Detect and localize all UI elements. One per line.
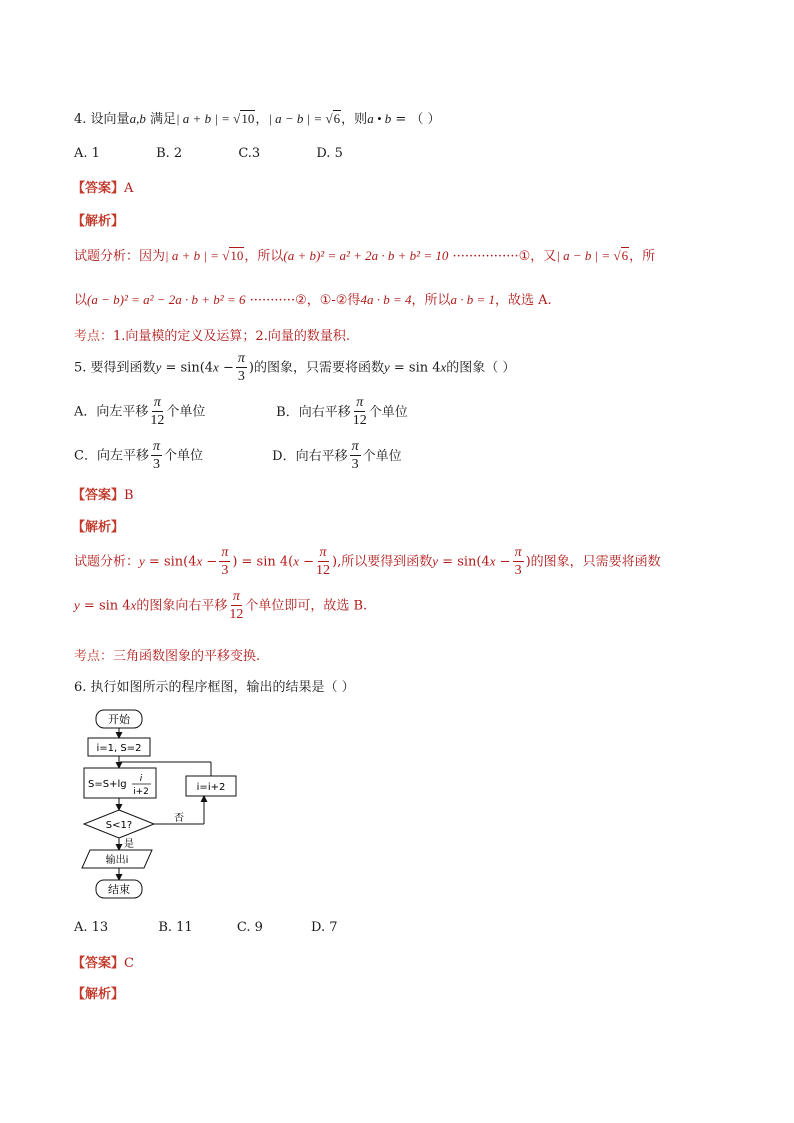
- option-d[interactable]: D. 7: [311, 920, 338, 935]
- answer-value: B: [124, 488, 134, 503]
- answer-value: C: [124, 956, 134, 971]
- answer-value: A: [124, 181, 134, 196]
- q5-stem: 5. 要得到函数y = sin(4x − $\frac{\pi}{3}$ )的图象，只需要将函数y = sin 4x的图象（ ）: [74, 351, 516, 384]
- option-b[interactable]: B. 2: [156, 146, 183, 161]
- option-c[interactable]: C. 9: [236, 920, 263, 935]
- q4-stem: 4. 设向量a,b 满足| a + b | = √10，| a − b | = √6，则a • b = （ ）: [74, 111, 441, 127]
- q4-options: [74, 146, 395, 161]
- q5-kaodian: 考点：三角函数图象的平移变换.: [74, 649, 261, 664]
- option-b[interactable]: B．向右平移 $\frac{\pi}{12}$ 个单位: [276, 395, 408, 428]
- flow-output-label: 输出i: [105, 855, 129, 866]
- flow-init-label: i=1, S=2: [96, 743, 142, 754]
- option-b[interactable]: B. 11: [158, 920, 193, 935]
- flow-yes-label: 是: [124, 839, 134, 850]
- q6-options: [74, 920, 390, 935]
- q6-answer: 【答案】C: [72, 956, 134, 971]
- q4-kaodian: 考点：1.向量模的定义及运算；2.向量的数量积.: [74, 329, 350, 344]
- option-a[interactable]: A. 1: [74, 146, 100, 161]
- q5-options-row2: [74, 440, 402, 472]
- flow-update-s-label: S=S+lg: [88, 779, 127, 790]
- q5-options-row1: [74, 396, 408, 428]
- q4-analysis-line1: 试题分析：因为| a + b | = √10，所以(a + b)² = a² + 2a · b + b² = 10 ················①，又| a − b | = √6，所: [74, 248, 656, 264]
- flow-frac-num: i: [139, 774, 143, 784]
- option-d[interactable]: D. 5: [316, 146, 343, 161]
- q5-analysis-line1: 试题分析：y = sin(4x − $\frac{\pi}{3}$ ) = sin 4(x − $\frac{\pi}{12}$ ),所以要得到函数y = sin(4x − $\frac{\pi}{3}$ )的图象，只需要将函数: [74, 545, 661, 578]
- q4-analysis-line2: 以(a − b)² = a² − 2a · b + b² = 6 ···········②，①-②得4a · b = 4，所以a · b = 1，故选 A.: [74, 292, 552, 308]
- flow-no-label: 否: [174, 813, 184, 824]
- q5-answer: 【答案】B: [72, 488, 134, 503]
- q5-analysis-label: 【解析】: [72, 520, 125, 535]
- program-flowchart: [74, 704, 244, 904]
- option-a[interactable]: A. 13: [74, 920, 109, 935]
- option-d[interactable]: D．向右平移 $\frac{\pi}{3}$ 个单位: [272, 439, 402, 472]
- q6-stem: 6. 执行如图所示的程序框图，输出的结果是（ ）: [74, 680, 355, 695]
- flow-decision-label: S<1?: [105, 820, 133, 831]
- q4-answer: 【答案】A: [72, 181, 134, 196]
- flow-end-label: 结束: [108, 883, 130, 896]
- flow-start-label: 开始: [108, 713, 130, 726]
- option-c[interactable]: C.3: [238, 146, 261, 161]
- q4-analysis-label: 【解析】: [72, 214, 125, 229]
- q5-analysis-line2: y = sin 4x的图象向右平移 $\frac{\pi}{12}$ 个单位即可，故选 B.: [74, 589, 368, 622]
- option-c[interactable]: C．向左平移 $\frac{\pi}{3}$ 个单位: [74, 439, 203, 472]
- flow-update-i-label: i=i+2: [196, 782, 226, 793]
- q6-analysis-label: 【解析】: [72, 987, 125, 1002]
- option-a[interactable]: A．向左平移 $\frac{\pi}{12}$ 个单位: [74, 395, 206, 428]
- flow-frac-den: i+2: [133, 787, 149, 797]
